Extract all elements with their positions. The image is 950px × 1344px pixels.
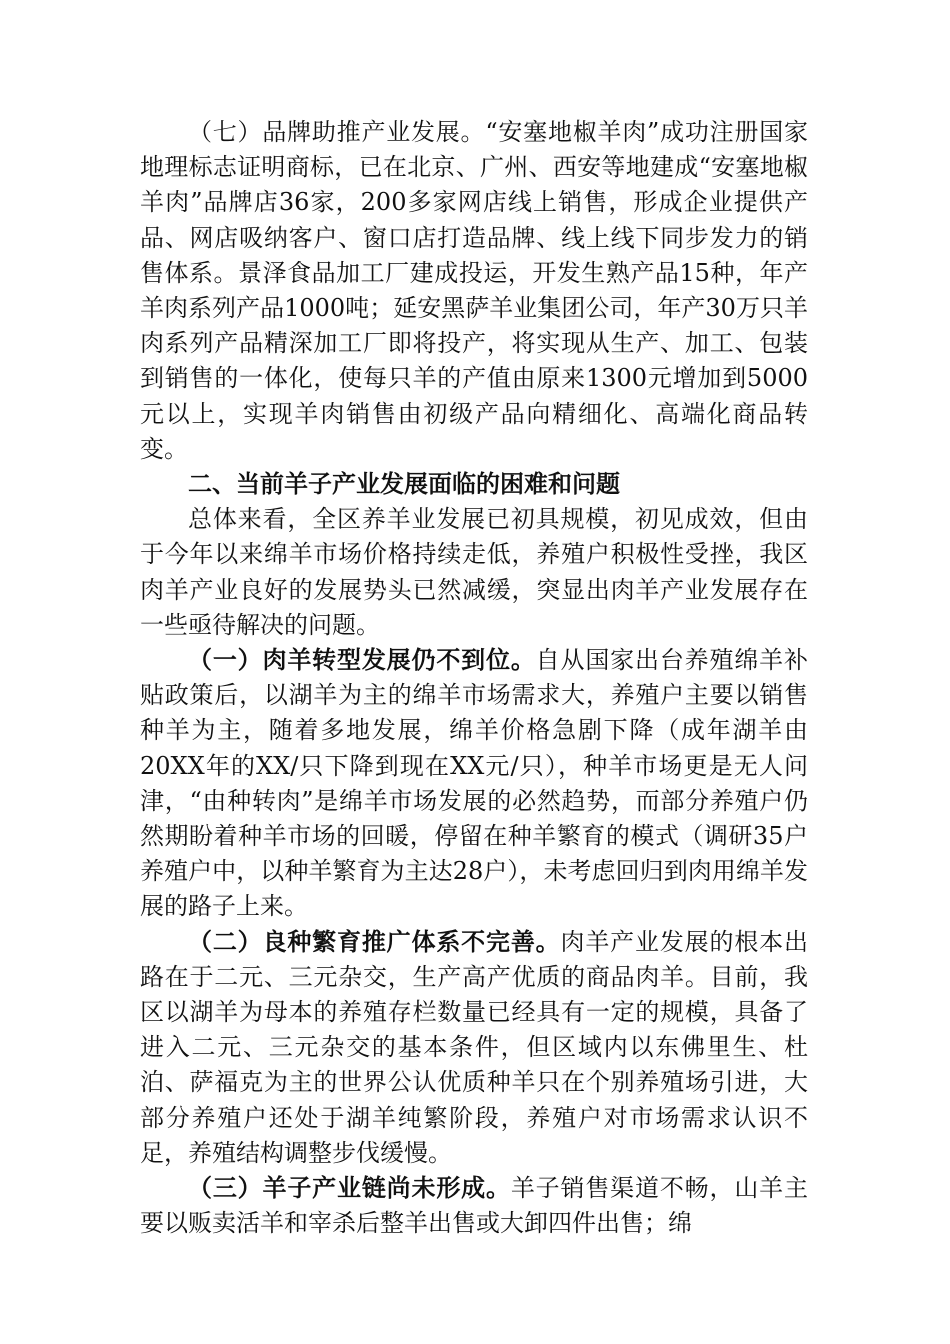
paragraph-brand bbox=[140, 115, 808, 467]
paragraph-problem-1-lead: （一）肉羊转型发展仍不到位。 bbox=[188, 646, 536, 675]
paragraph-problem-2 bbox=[140, 925, 808, 1171]
paragraph-problem-1 bbox=[140, 643, 808, 925]
document-body bbox=[140, 115, 808, 1242]
paragraph-intro: 总体来看，全区养羊业发展已初具规模，初见成效，但由于今年以来绵羊市场价格持续走低，养殖户积极性受挫，我区肉羊产业良好的发展势头已然减缓，突显出肉羊产业发展存在一些亟待解决的问题。 bbox=[140, 505, 808, 639]
paragraph-problem-1-text: 自从国家出台养殖绵羊补贴政策后，以湖羊为主的绵羊市场需求大，养殖户主要以销售种羊为主，随着多地发展，绵羊价格急剧下降（成年湖羊由20XX年的XX/只下降到现在XX元/只），种羊市场更是无人问津，“由种转肉”是绵羊市场发展的必然趋势，而部分养殖户仍然期盼着种羊市场的回暖，停留在种羊繁育的模式（调研35户养殖户中，以种羊繁育为主达28户），未考虑回归到肉用绵羊发展的路子上来。 bbox=[140, 646, 809, 921]
paragraph-problem-2-lead: （二）良种繁育推广体系不完善。 bbox=[188, 927, 561, 956]
section-heading: 二、当前羊子产业发展面临的困难和问题 bbox=[188, 470, 620, 499]
paragraph-problem-3-text: 羊子销售渠道不畅，山羊主要以贩卖活羊和宰杀后整羊出售或大卸四件出售；绵 bbox=[140, 1174, 809, 1238]
paragraph-brand-text: “安塞地椒羊肉”成功注册国家地理标志证明商标，已在北京、广州、西安等地建成“安塞地椒羊肉”品牌店36家，200多家网店线上销售，形成企业提供产品、网店吸纳客户、窗口店打造品牌、线上线下同步发力的销售体系。景泽食品加工厂建成投运，开发生熟产品15种，年产羊肉系列产品1000吨；延安黑萨羊业集团公司，年产30万只羊肉系列产品精深加工厂即将投产，将实现从生产、加工、包装到销售的一体化，使每只羊的产值由原来1300元增加到5000元以上，实现羊肉销售由初级产品向精细化、高端化商品转变。 bbox=[140, 118, 808, 463]
paragraph-problem-3-lead: （三）羊子产业链尚未形成。 bbox=[188, 1174, 511, 1203]
paragraph-problem-2-text: 肉羊产业发展的根本出路在于二元、三元杂交，生产高产优质的商品肉羊。目前，我区以湖羊为母本的养殖存栏数量已经具有一定的规模，具备了进入二元、三元杂交的基本条件，但区域内以东佛里生、杜泊、萨福克为主的世界公认优质种羊只在个别养殖场引进，大部分养殖户还处于湖羊纯繁阶段，养殖户对市场需求认识不足，养殖结构调整步伐缓慢。 bbox=[140, 927, 808, 1167]
paragraph-problem-3 bbox=[140, 1171, 808, 1241]
paragraph-brand-lead: （七）品牌助推产业发展。 bbox=[188, 118, 486, 146]
